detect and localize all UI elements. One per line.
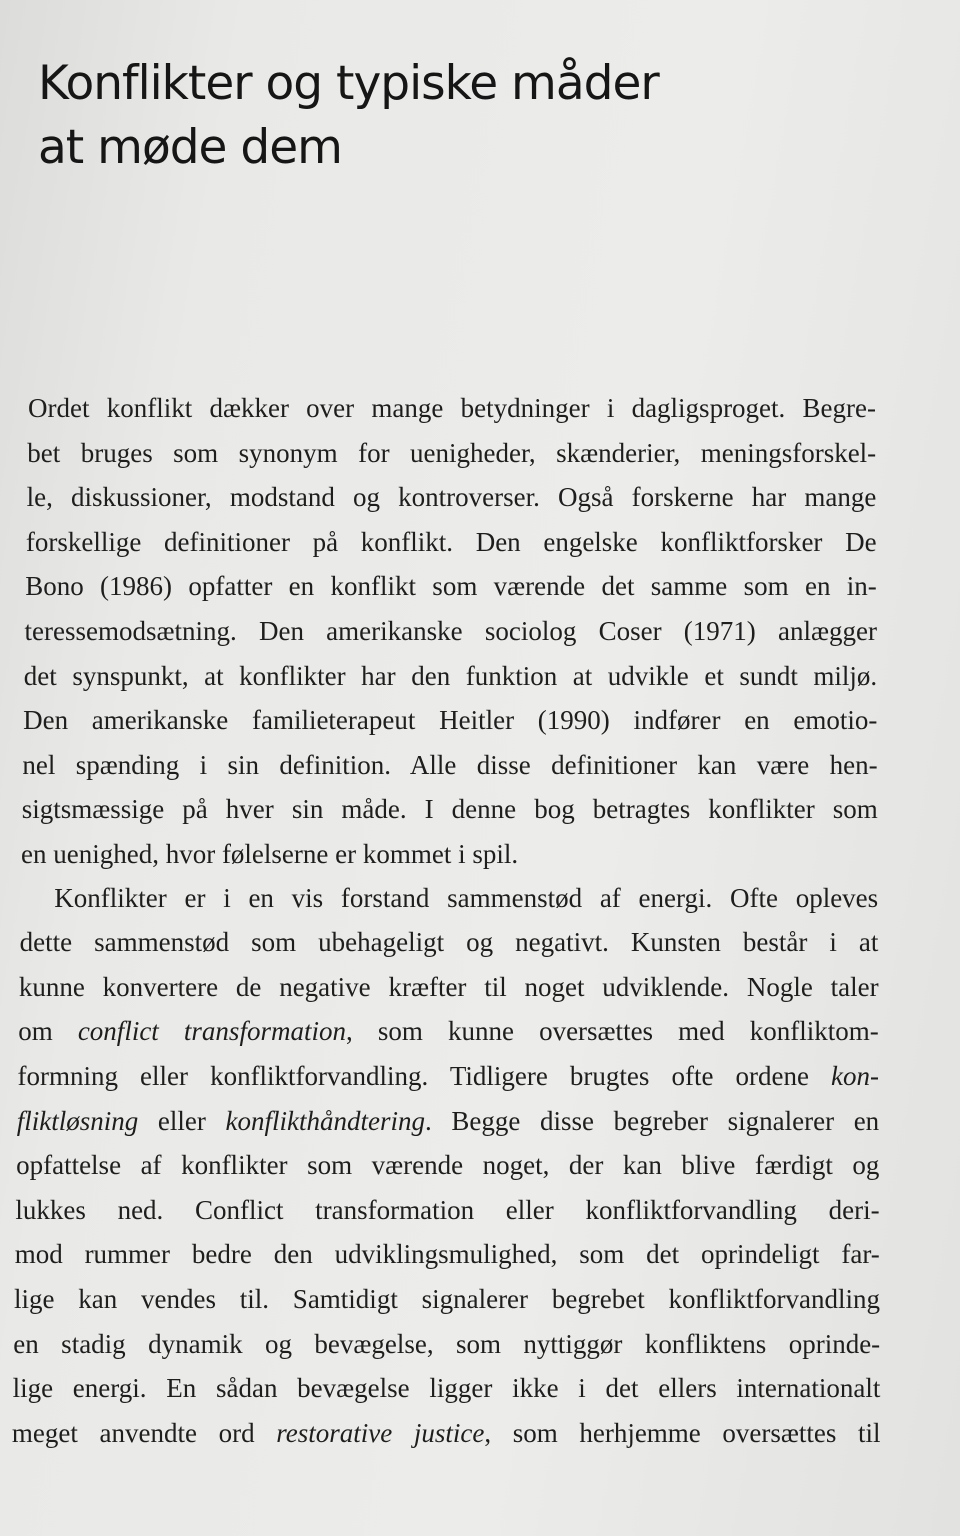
text-line (22, 745, 877, 785)
text-segment: sigtsmæssige på hver sin måde. I denne bog betragtes konflikter som (21, 794, 878, 825)
text-segment: bet bruges som synonym for uenigheder, skænderier, meningsforskel- (27, 437, 877, 468)
text-segment: le, diskussioner, modstand og kontroverser. Også forskerne har mange (26, 482, 877, 513)
text-line (15, 1234, 880, 1274)
text-segment: meget anvendte ord (11, 1417, 277, 1448)
text-line (26, 522, 877, 562)
text-line (25, 566, 877, 606)
text-line (24, 656, 877, 696)
text-segment: formning eller konfliktforvandling. Tidligere brugtes ofte ordene (17, 1061, 832, 1091)
text-line (16, 1145, 879, 1185)
text-segment: teressemodsætning. Den amerikanske sociolog Coser (1971) anlægger (24, 616, 877, 646)
text-segment: opfattelse af konflikter som værende noget, der kan blive færdigt og (16, 1150, 880, 1181)
text-line (13, 1368, 881, 1408)
text-line (14, 1279, 880, 1319)
text-line (17, 1101, 879, 1141)
italic-term: fliktløsning (16, 1105, 139, 1136)
text-line (22, 789, 878, 829)
text-segment: Konflikter er i en vis forstand sammenstød af energi. Ofte opleves (54, 882, 879, 913)
heading-line: at møde dem (38, 120, 342, 175)
text-line (23, 700, 877, 740)
text-segment: Den amerikanske familieterapeut Heitler (1990) indfører en emotio- (23, 705, 878, 736)
text-segment: om (18, 1016, 78, 1047)
text-segment: , som kunne oversættes med konfliktom- (345, 1016, 879, 1047)
text-line (27, 477, 877, 517)
text-line (15, 1190, 879, 1230)
heading-line: Konflikter og typiske måder (38, 56, 659, 111)
text-line (54, 878, 878, 918)
text-segment: Bono (1986) opfatter en konflikt som værende det samme som en in- (25, 571, 877, 602)
text-line (12, 1413, 881, 1453)
text-line (18, 1056, 880, 1096)
text-segment: . Begge disse begreber signalerer en (424, 1105, 880, 1136)
text-segment: en uenighed, hvor følelserne er kommet i spil. (21, 839, 519, 869)
text-segment: en stadig dynamik og bevægelse, som nyttiggør konfliktens oprinde- (13, 1328, 881, 1359)
text-segment: nel spænding i sin definition. Alle disse definitioner kan være hen- (22, 749, 878, 780)
text-segment: mod rummer bedre den udviklingsmulighed, som det oprindeligt far- (14, 1239, 880, 1270)
text-segment: det synspunkt, at konflikter har den funktion at udvikle et sundt miljø. (23, 660, 878, 691)
text-segment: lukkes ned. Conflict transformation eller konfliktforvandling deri- (15, 1194, 880, 1225)
italic-term: konflikthåndtering (225, 1105, 425, 1136)
italic-term: restorative justice (276, 1417, 485, 1448)
text-line (27, 433, 876, 473)
text-segment: kunne konvertere de negative kræfter til noget udviklende. Nogle taler (18, 971, 879, 1002)
italic-term: kon- (831, 1061, 879, 1091)
text-line (20, 922, 879, 962)
text-segment: forskellige definitioner på konflikt. Den engelske konfliktforsker De (25, 526, 877, 557)
italic-term: conflict transformation (77, 1016, 346, 1047)
text-line (25, 611, 878, 651)
text-segment: lige kan vendes til. Samtidigt signalerer begrebet konfliktforvandling (14, 1284, 880, 1314)
text-line (18, 1011, 879, 1051)
text-segment: eller (138, 1105, 226, 1136)
text-line (19, 967, 879, 1007)
text-segment: dette sammenstød som ubehageligt og negativt. Kunsten består i at (19, 927, 879, 958)
text-line (13, 1324, 880, 1364)
text-line (28, 388, 876, 428)
text-line (21, 834, 878, 874)
chapter-heading (38, 52, 659, 180)
text-segment: Ordet konflikt dækker over mange betydninger i dagligsproget. Begre- (28, 393, 876, 423)
text-segment: lige energi. En sådan bevægelse ligger ikke i det ellers internationalt (12, 1373, 881, 1404)
text-segment: , som herhjemme oversættes til (484, 1417, 881, 1448)
